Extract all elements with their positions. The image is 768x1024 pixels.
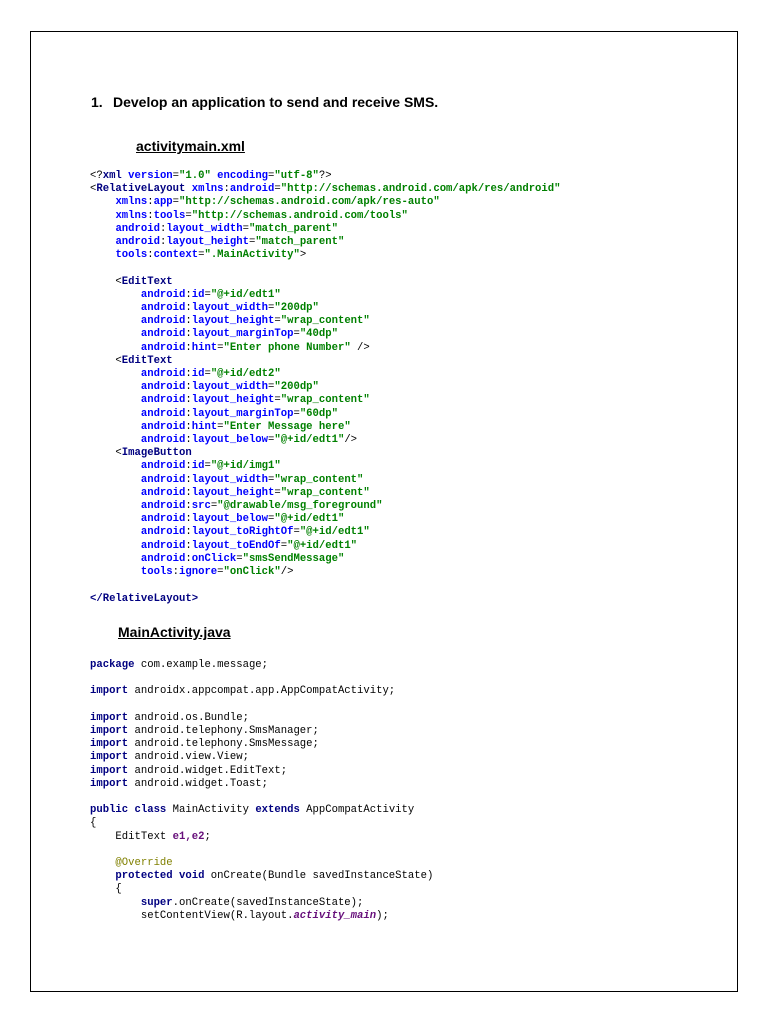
override-annotation: @Override bbox=[90, 857, 173, 870]
java-code-block bbox=[90, 659, 433, 923]
import-line: import android.os.Bundle; bbox=[90, 711, 249, 724]
import-line: import android.widget.Toast; bbox=[90, 777, 269, 790]
package-line: package com.example.message; bbox=[90, 659, 269, 671]
class-open-brace: { bbox=[90, 817, 97, 830]
question-number: 1. bbox=[91, 94, 103, 110]
import-line: import android.telephony.SmsMessage; bbox=[90, 738, 319, 751]
root-close-tag: </RelativeLayout> bbox=[90, 592, 199, 605]
class-declaration: public class MainActivity extends AppCompatActivity bbox=[90, 804, 415, 817]
import-line: import android.widget.EditText; bbox=[90, 764, 288, 777]
super-call-line: super.onCreate(savedInstanceState); bbox=[90, 896, 364, 909]
question-heading bbox=[91, 94, 438, 110]
xml-file-title: activitymain.xml bbox=[136, 138, 245, 154]
edittext-phone-element: <EditText android:id="@+id/edt1" android:layout_width="200dp" android:layout_height="wrap_content" android:layout_marginTop="40dp" android:hint="Enter phone Number" /> bbox=[90, 275, 370, 354]
edittext-message-element: <EditText android:id="@+id/edt2" android:layout_width="200dp" android:layout_height="wrap_content" android:layout_marginTop="60dp" android:hint="Enter Message here" android:layout_below="@+id/edt1"/> bbox=[90, 354, 370, 447]
import-line: import android.view.View; bbox=[90, 751, 249, 764]
import-line: import android.telephony.SmsManager; bbox=[90, 725, 319, 738]
root-open-tag: <RelativeLayout xmlns:android="http://schemas.android.com/apk/res/android" bbox=[90, 183, 561, 196]
imagebutton-element: <ImageButton android:id="@+id/img1" android:layout_width="wrap_content" android:layout_height="wrap_content" android:src="@drawable/msg_foreground" android:layout_below="@+id/edt1" android:layout_toRightOf="@+id/edt1" android:layout_toEndOf="@+id/edt1" android:onClick="smsSendMessage" tools:ignore="onClick"/> bbox=[90, 447, 383, 579]
set-content-view-line: setContentView(R.layout.activity_main); bbox=[90, 909, 389, 922]
xml-code-block: <?xml version="1.0" encoding="utf-8"?> <RelativeLayout xmlns:android="http://schemas.android.com/apk/res/android" xmlns:app="http://schemas.android.com/apk/res-auto" xmlns:tools="http://schemas.android.com/tools" android:layout_width="match_parent" android:layout_height="match_parent" tools:context=".MainActivity"> <EditText android:id="@+id/edt1" android:layout_width="200dp" android:layout_height="wrap_content" android:layout_marginTop="40dp" android:hint="Enter phone Number" /> <EditText android:id="@+id/edt2" android:layout_width="200dp" android:layout_height="wrap_content" android:layout_marginTop="60dp" android:hint="Enter Message here" android:layout_below="@+id/edt1"/> <ImageButton android:id="@+id/img1" android:layout_width="wrap_content" android:layout_height="wrap_content" android:src="@drawable/msg_foreground" android:layout_below="@+id/edt1" android:layout_toRightOf="@+id/edt1" android:layout_toEndOf="@+id/edt1" android:onClick="smsSendMessage" tools:ignore="onClick"/> </RelativeLayout> bbox=[90, 170, 561, 605]
java-file-title: MainActivity.java bbox=[118, 624, 231, 640]
import-line: import androidx.appcompat.app.AppCompatActivity; bbox=[90, 685, 396, 698]
xml-declaration: <?xml version="1.0" encoding="utf-8"?> bbox=[90, 170, 332, 182]
field-declaration: EditText e1,e2; bbox=[90, 830, 211, 843]
method-signature: protected void onCreate(Bundle savedInstanceState) bbox=[90, 870, 434, 883]
method-open-brace: { bbox=[90, 883, 122, 896]
question-text: Develop an application to send and receive SMS. bbox=[113, 94, 439, 110]
